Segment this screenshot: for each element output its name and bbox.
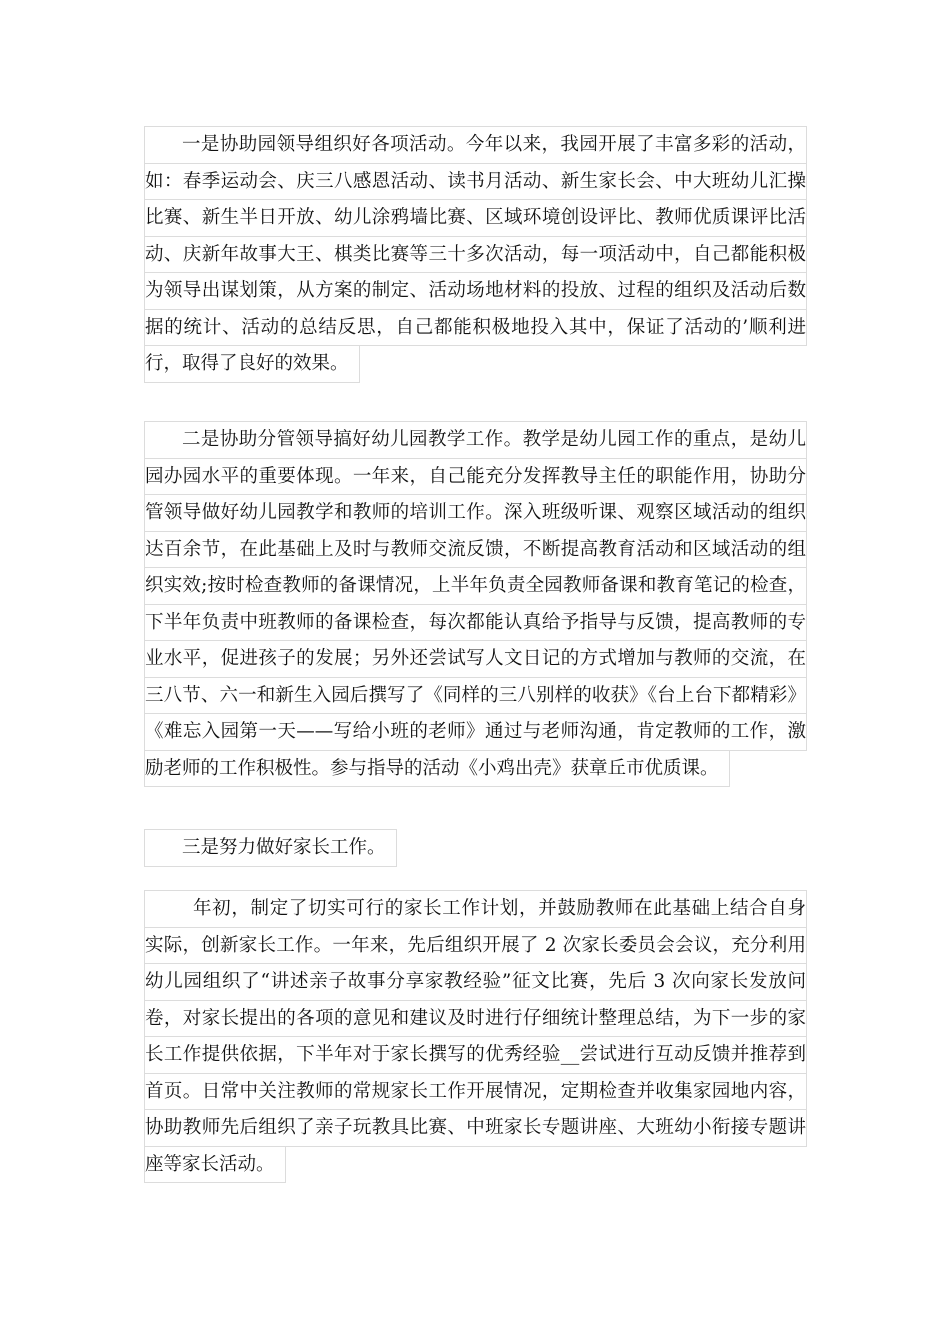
paragraph-line: 座等家长活动。 — [144, 1146, 286, 1184]
paragraph-2 — [144, 422, 807, 791]
paragraph-line: 织实效;按时检查教师的备课情况，上半年负责全园教师备课和教育笔记的检查， — [144, 567, 807, 605]
paragraph-line: 首页。日常中关注教师的常规家长工作开展情况，定期检查并收集家园地内容， — [144, 1073, 807, 1111]
paragraph-line: 如：春季运动会、庆三八感恩活动、读书月活动、新生家长会、中大班幼儿汇操 — [144, 163, 807, 201]
paragraph-4 — [144, 891, 807, 1187]
paragraph-line: 据的统计、活动的总结反思，自己都能积极地投入其中，保证了活动的’顺利进 — [144, 309, 807, 347]
paragraph-line: 实际，创新家长工作。一年来，先后组织开展了 2 次家长委员会会议，充分利用 — [144, 927, 807, 965]
paragraph-line: 一是协助园领导组织好各项活动。今年以来，我园开展了丰富多彩的活动， — [144, 126, 807, 164]
paragraph-line: 三是努力做好家长工作。 — [144, 829, 397, 867]
paragraph-line: 为领导出谋划策，从方案的制定、活动场地材料的投放、过程的组织及活动后数 — [144, 272, 807, 310]
paragraph-line: 园办园水平的重要体现。一年来，自己能充分发挥教导主任的职能作用，协助分 — [144, 458, 807, 496]
paragraph-line: 管领导做好幼儿园教学和教师的培训工作。深入班级听课、观察区域活动的组织 — [144, 494, 807, 532]
paragraph-line: 行，取得了良好的效果。 — [144, 345, 360, 383]
paragraph-line: 《难忘入园第一天——写给小班的老师》通过与老师沟通，肯定教师的工作，激 — [144, 713, 807, 751]
paragraph-line: 三八节、六一和新生入园后撰写了《同样的三八别样的收获》《台上台下都精彩》 — [144, 677, 807, 715]
paragraph-line: 卷，对家长提出的各项的意见和建议及时进行仔细统计整理总结，为下一步的家 — [144, 1000, 807, 1038]
paragraph-line: 二是协助分管领导搞好幼儿园教学工作。教学是幼儿园工作的重点，是幼儿 — [144, 421, 807, 459]
paragraph-1 — [144, 127, 807, 387]
paragraph-line: 达百余节，在此基础上及时与教师交流反馈，不断提高教育活动和区域活动的组 — [144, 531, 807, 569]
paragraph-line: 动、庆新年故事大王、棋类比赛等三十多次活动，每一项活动中，自己都能积极 — [144, 236, 807, 274]
paragraph-line: 年初，制定了切实可行的家长工作计划，并鼓励教师在此基础上结合自身 — [144, 890, 807, 928]
paragraph-line: 下半年负责中班教师的备课检查，每次都能认真给予指导与反馈，提高教师的专 — [144, 604, 807, 642]
paragraph-line: 比赛、新生半日开放、幼儿涂鸦墙比赛、区域环境创设评比、教师优质课评比活 — [144, 199, 807, 237]
paragraph-line: 幼儿园组织了“讲述亲子故事分享家教经验”征文比赛，先后 3 次向家长发放问 — [144, 963, 807, 1001]
paragraph-line: 长工作提供依据，下半年对于家长撰写的优秀经验__尝试进行互动反馈并推荐到 — [144, 1036, 807, 1074]
paragraph-3 — [144, 830, 397, 871]
paragraph-line: 励老师的工作积极性。参与指导的活动《小鸡出壳》获章丘市优质课。 — [144, 750, 730, 788]
paragraph-line: 协助教师先后组织了亲子玩教具比赛、中班家长专题讲座、大班幼小衔接专题讲 — [144, 1109, 807, 1147]
paragraph-line: 业水平，促进孩子的发展；另外还尝试写人文日记的方式增加与教师的交流，在 — [144, 640, 807, 678]
